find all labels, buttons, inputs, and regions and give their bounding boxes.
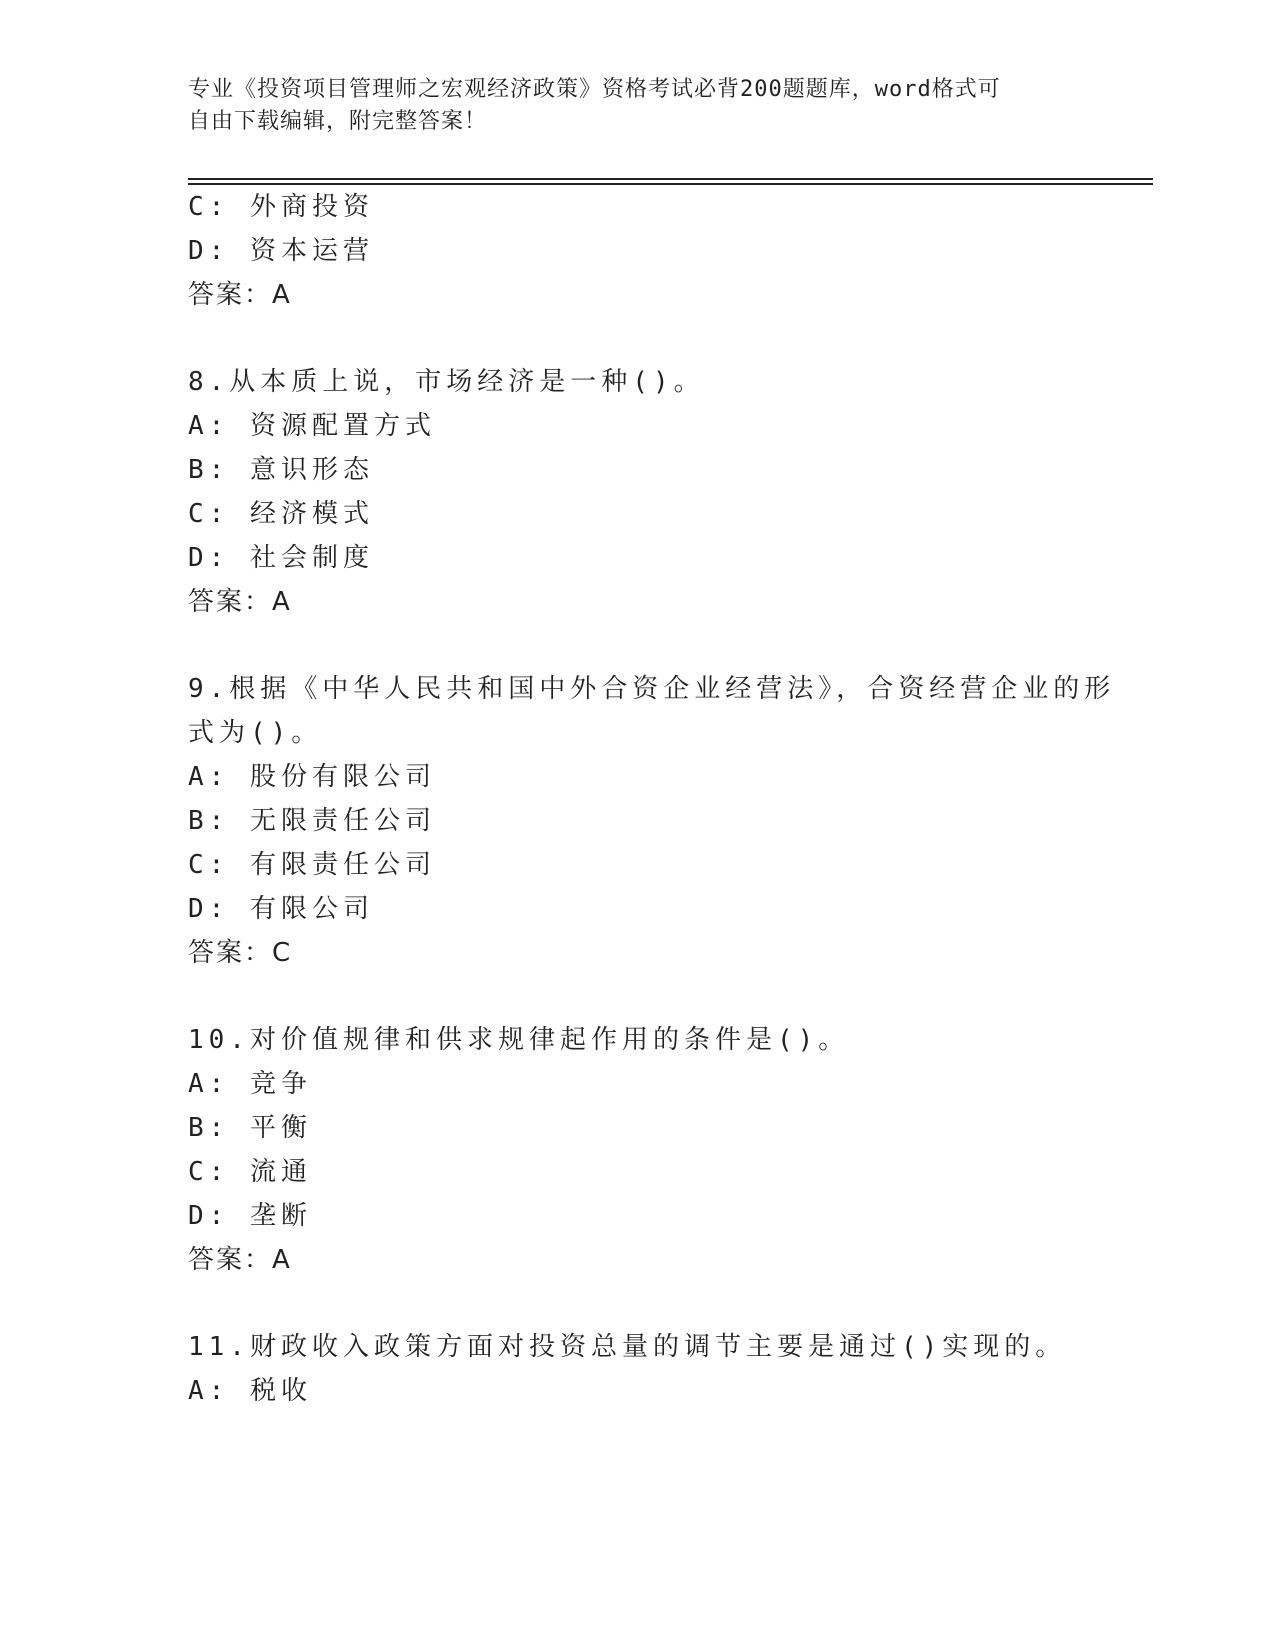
option-c: C: 外商投资 — [188, 192, 374, 222]
option-d: D: 社会制度 — [188, 543, 374, 573]
answer: 答案：A — [188, 587, 292, 617]
question-stem-continued: 式为()。 — [188, 718, 323, 748]
option-c: C: 有限责任公司 — [188, 850, 436, 880]
option-a: A: 税收 — [188, 1376, 312, 1406]
header-divider-top — [188, 178, 1153, 180]
header-divider-bottom — [188, 183, 1153, 185]
option-d: D: 有限公司 — [188, 894, 374, 924]
option-a: A: 竞争 — [188, 1069, 312, 1099]
option-b: B: 平衡 — [188, 1113, 312, 1143]
question-stem: 8.从本质上说，市场经济是一种()。 — [188, 367, 705, 397]
question-stem: 10.对价值规律和供求规律起作用的条件是()。 — [188, 1025, 850, 1055]
option-b: B: 无限责任公司 — [188, 806, 436, 836]
document-header — [188, 74, 1088, 138]
option-b: B: 意识形态 — [188, 455, 374, 485]
answer: 答案：A — [188, 280, 292, 310]
option-c: C: 流通 — [188, 1157, 312, 1187]
question-stem: 11.财政收入政策方面对投资总量的调节主要是通过()实现的。 — [188, 1332, 1067, 1362]
answer: 答案：C — [188, 938, 293, 968]
option-c: C: 经济模式 — [188, 499, 374, 529]
option-d: D: 资本运营 — [188, 236, 374, 266]
option-a: A: 资源配置方式 — [188, 411, 436, 441]
option-d: D: 垄断 — [188, 1201, 312, 1231]
header-line-1: 专业《投资项目管理师之宏观经济政策》资格考试必背200题题库，word格式可 — [188, 77, 1001, 102]
answer: 答案：A — [188, 1245, 292, 1275]
question-stem: 9.根据《中华人民共和国中外合资企业经营法》，合资经营企业的形 — [188, 674, 1116, 704]
option-a: A: 股份有限公司 — [188, 762, 436, 792]
header-line-2: 自由下载编辑，附完整答案！ — [188, 109, 488, 134]
